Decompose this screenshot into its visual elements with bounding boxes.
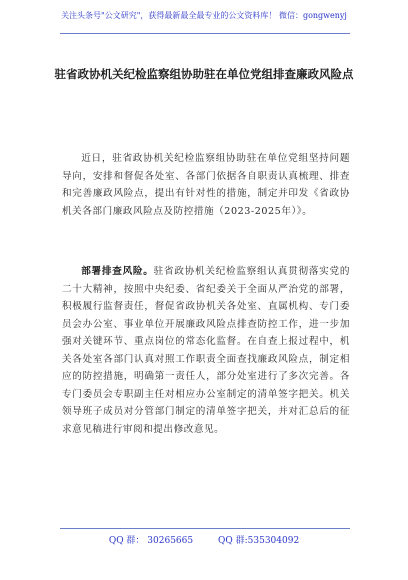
- footer-qq-group-1: QQ 群： 30265665: [108, 536, 194, 546]
- paragraph-deployment: [62, 263, 350, 438]
- footer-qq-group-2: QQ 群:535304092: [217, 536, 300, 546]
- footer: [0, 534, 408, 548]
- footer-divider: [60, 528, 350, 529]
- paragraph-lead-heading: 部署排查风险。: [81, 266, 154, 277]
- document-title: 驻省政协机关纪检监察组协助驻在单位党组排查廉政风险点: [54, 67, 354, 81]
- header-banner: 关注头条号"公文研究"，获得最新最全最专业的公文资料库！ 微信：gongwenyj: [61, 11, 347, 20]
- header-divider: [60, 33, 350, 34]
- paragraph-intro: 近日，驻省政协机关纪检监察组协助驻在单位党组坚持问题导向，安排和督促各处室、各部门依据各自职责认真梳理、排查和完善廉政风险点，提出有针对性的措施，制定并印发《省政协机关各部门廉政风险点及防控措施（2023-2025年）》。: [62, 153, 350, 217]
- paragraph-body: 驻省政协机关纪检监察组认真贯彻落实党的二十大精神，按照中央纪委、省纪委关于全面从严治党的部署，积极履行监督责任，督促省政协机关各处室、直属机构、专门委员会办公室、事业单位开展廉政风险点排查防控工作，进一步加强对关键环节、重点岗位的常态化监督。在自查上报过程中，机关各处室各部门认真对照工作职责全面查找廉政风险点，制定相应的防控措施，明确第一责任人，部分处室进行了多次完善。各专门委员会专职副主任对相应办公室制定的清单签字把关。机关领导班子成员对分管部门制定的清单签字把关，并对汇总后的征求意见稿进行审阅和提出修改意见。: [62, 266, 351, 435]
